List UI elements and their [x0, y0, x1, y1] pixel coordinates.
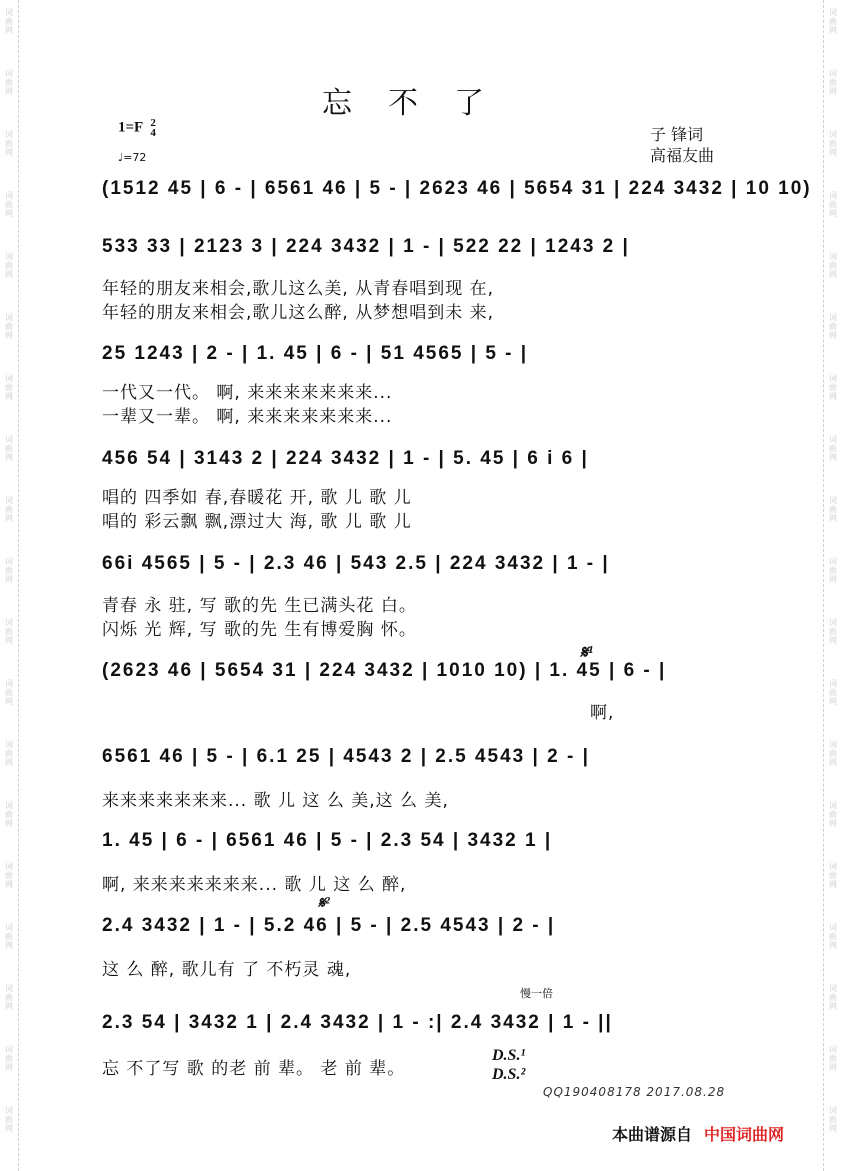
watermark-text: 词 曲 网 [829, 618, 837, 645]
notation-text: 25 1243 | 2 - | 1. 45 | 6 - | 51 4565 | 5 - | [102, 343, 529, 364]
notation-line [102, 343, 742, 377]
time-top: 2 [150, 117, 156, 129]
watermark-text: 词 曲 网 [829, 557, 837, 584]
lyric-line: 这 么 醉, 歌儿有 了 不朽灵 魂, [102, 960, 352, 980]
watermark-text: 词 曲 网 [829, 984, 837, 1011]
watermark-text: 词 曲 网 [829, 1045, 837, 1072]
credits [650, 124, 714, 166]
song-title: 忘不了 [322, 86, 520, 121]
watermark-text: 词 曲 网 [829, 69, 837, 96]
lyric-line: 唱的 彩云飘 飘,漂过大 海, 歌 儿 歌 儿 [102, 512, 412, 532]
watermark-text: 词 曲 网 [5, 8, 13, 35]
notation-line [102, 448, 742, 482]
watermark-text: 词 曲 网 [829, 1106, 837, 1133]
lyric-line: 唱的 四季如 春,春暖花 开, 歌 儿 歌 儿 [102, 488, 412, 508]
lyric-line: 青春 永 驻, 写 歌的先 生已满头花 白。 [102, 596, 417, 616]
notation-line [102, 236, 742, 270]
source-label: 本曲谱源自 [612, 1125, 693, 1144]
watermark-text: 词 曲 网 [829, 313, 837, 340]
watermark-text: 词 曲 网 [829, 130, 837, 157]
lyric-line: 啊, 来来来来来来来... 歌 儿 这 么 醉, [102, 875, 407, 895]
watermark-text: 词 曲 网 [829, 923, 837, 950]
watermark-text: 词 曲 网 [829, 679, 837, 706]
key-label: 1=F [118, 119, 143, 136]
watermark-text: 词 曲 网 [5, 374, 13, 401]
ds-mark-2: D.S.² [492, 1066, 526, 1083]
watermark-text: 词 曲 网 [829, 496, 837, 523]
watermark-text: 词 曲 网 [5, 69, 13, 96]
watermark-text: 词 曲 网 [829, 374, 837, 401]
watermark-text: 词 曲 网 [829, 862, 837, 889]
watermark-text: 词 曲 网 [5, 130, 13, 157]
lyric-line: 忘 不了写 歌 的老 前 辈。 老 前 辈。 [102, 1059, 406, 1079]
watermark-text: 词 曲 网 [5, 1106, 13, 1133]
composer: 高福友曲 [650, 146, 715, 165]
segno-mark-1: 𝄋¹ [580, 642, 594, 662]
notation-text: 456 54 | 3143 2 | 224 3432 | 1 - | 5. 45 | 6 i 6 | [102, 448, 589, 469]
time-bottom: 4 [150, 127, 156, 139]
lyric-line: 来来来来来来来... 歌 儿 这 么 美,这 么 美, [102, 791, 449, 811]
notation-text: 6561 46 | 5 - | 6.1 25 | 4543 2 | 2.5 4543 | 2 - | [102, 746, 590, 767]
watermark-text: 词 曲 网 [5, 801, 13, 828]
lyric-line: 年轻的朋友来相会,歌儿这么美, 从青春唱到现 在, [102, 279, 495, 299]
watermark-text: 词 曲 网 [5, 496, 13, 523]
lyricist: 子 锋词 [650, 125, 704, 144]
watermark-text: 词 曲 网 [5, 740, 13, 767]
watermark-text: 词 曲 网 [5, 862, 13, 889]
watermark-text: 词 曲 网 [5, 923, 13, 950]
notation-line [102, 830, 742, 864]
notation-text: (1512 45 | 6 - | 6561 46 | 5 - | 2623 46 | 5654 31 | 224 3432 | 10 10) [102, 178, 812, 199]
lyric-line: 一代又一代。 啊, 来来来来来来来... [102, 383, 393, 403]
notation-text: 2.3 54 | 3432 1 | 2.4 3432 | 1 - :| 2.4 3432 | 1 - || [102, 1012, 613, 1033]
watermark-text: 词 曲 网 [829, 252, 837, 279]
watermark-text: 词 曲 网 [829, 8, 837, 35]
ds-mark-1: D.S.¹ [492, 1047, 526, 1064]
watermark-text: 词 曲 网 [5, 313, 13, 340]
source-credit [612, 1122, 784, 1145]
tempo-mark: ♩=72 [118, 151, 147, 164]
notation-line [102, 178, 812, 212]
watermark-text: 词 曲 网 [829, 191, 837, 218]
watermark-text: 词 曲 网 [5, 191, 13, 218]
watermark-text: 词 曲 网 [829, 740, 837, 767]
lyric-line: 闪烁 光 辉, 写 歌的先 生有博爱胸 怀。 [102, 620, 417, 640]
footer-code: QQ190408178 2017.08.28 [543, 1085, 726, 1099]
notation-text: 1. 45 | 6 - | 6561 46 | 5 - | 2.3 54 | 3432 1 | [102, 830, 553, 851]
notation-line [102, 1012, 742, 1046]
watermark-text: 词 曲 网 [5, 1045, 13, 1072]
watermark-text: 词 曲 网 [5, 435, 13, 462]
key-signature [118, 118, 156, 138]
notation-line [102, 746, 742, 780]
watermark-text: 词 曲 网 [5, 252, 13, 279]
notation-text: 2.4 3432 | 1 - | 5.2 46 | 5 - | 2.5 4543 | 2 - | [102, 915, 556, 936]
source-brand[interactable]: 中国词曲网 [704, 1125, 785, 1144]
watermark-text: 词 曲 网 [5, 679, 13, 706]
lyric-line: 一辈又一辈。 啊, 来来来来来来来... [102, 407, 393, 427]
lyric-line: 啊, [590, 703, 615, 723]
notation-line [102, 553, 742, 587]
notation-text: (2623 46 | 5654 31 | 224 3432 | 1010 10) | 1. 45 | 6 - | [102, 660, 667, 681]
time-signature [150, 118, 156, 138]
watermark-text: 词 曲 网 [5, 618, 13, 645]
watermark-text: 词 曲 网 [5, 557, 13, 584]
notation-line [102, 915, 742, 949]
notation-line [102, 660, 742, 694]
segno-mark-2: 𝄋² [318, 895, 330, 912]
lyric-line: 年轻的朋友来相会,歌儿这么醉, 从梦想唱到未 来, [102, 303, 495, 323]
notation-text: 533 33 | 2123 3 | 224 3432 | 1 - | 522 22 | 1243 2 | [102, 236, 630, 257]
watermark-text: 词 曲 网 [5, 984, 13, 1011]
watermark-text: 词 曲 网 [829, 801, 837, 828]
slow-mark: 慢一倍 [520, 987, 553, 1000]
notation-text: 66i 4565 | 5 - | 2.3 46 | 543 2.5 | 224 3432 | 1 - | [102, 553, 610, 574]
watermark-text: 词 曲 网 [829, 435, 837, 462]
